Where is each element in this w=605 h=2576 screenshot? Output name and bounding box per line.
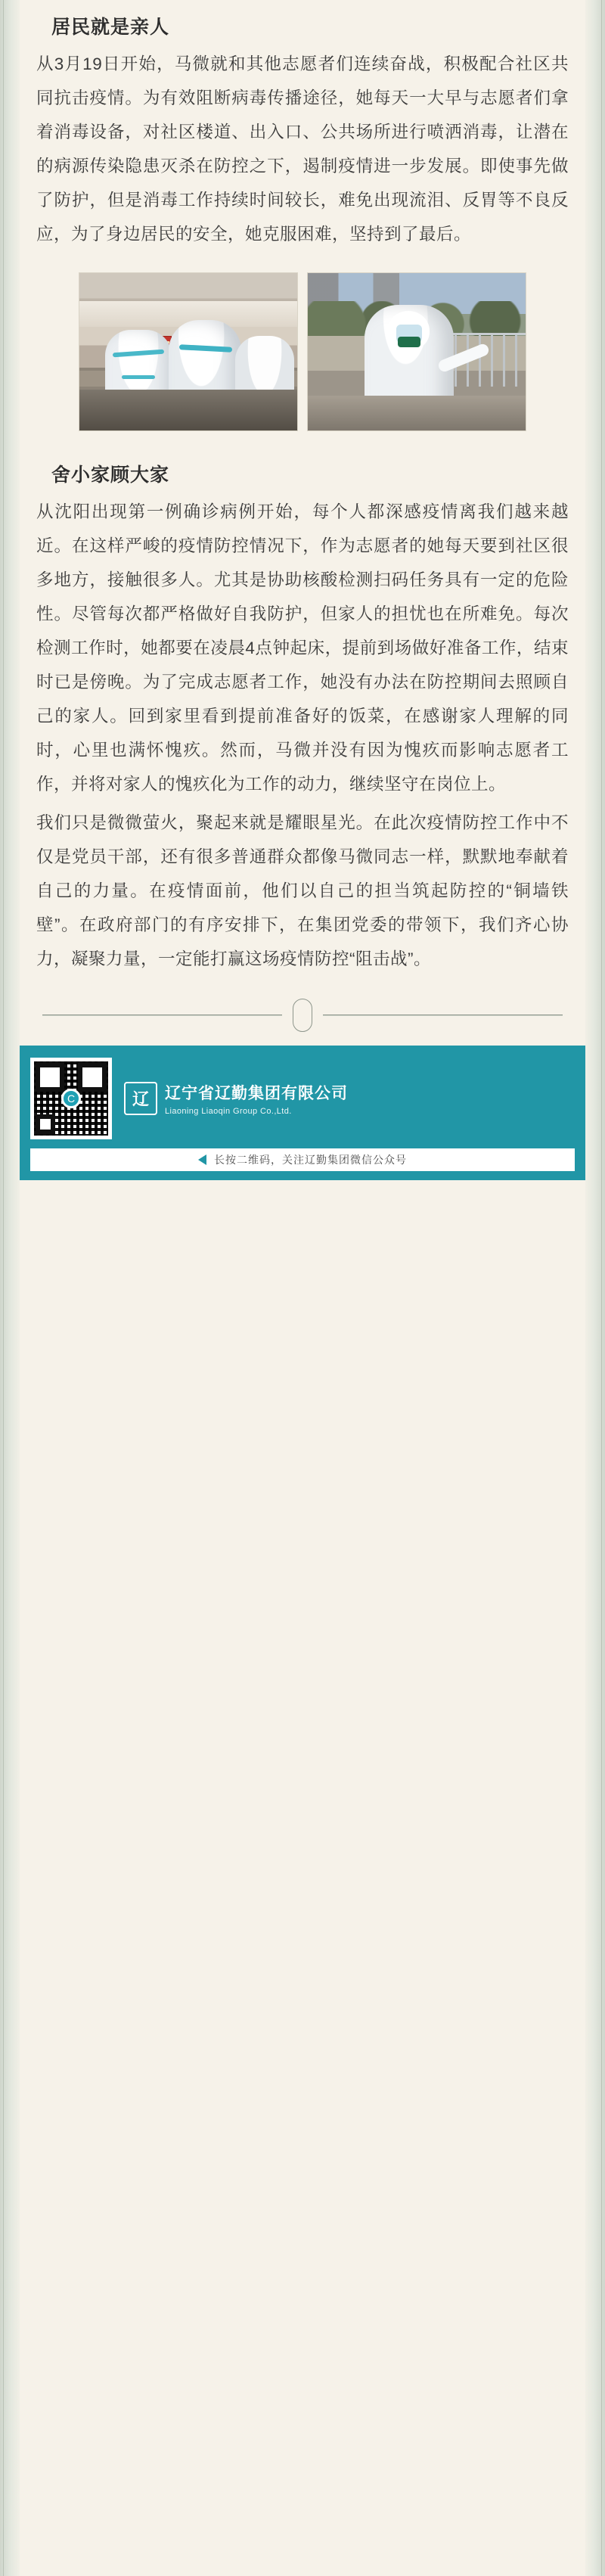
section-heading: 舍小家顾大家 (51, 465, 170, 486)
photo2-ground (308, 396, 526, 430)
qr-code[interactable] (30, 1058, 112, 1139)
qr-eye-bottom-left (36, 1114, 55, 1134)
decorative-left-band (0, 0, 20, 2576)
divider-rule-left (42, 1015, 282, 1016)
section-paragraph: 从沈阳出现第一例确诊病例开始，每个人都深感疫情离我们越来越近。在这样严峻的疫情防控情况下，作为志愿者的她每天要到社区很多地方，接触很多人。尤其是协助核酸检测扫码任务具有一定的危险性。尽管每次都严格做好自我防护，但家人的担忧也在所难免。每次检测工作时，她都要在凌晨4点钟起床，提前到场做好准备工作，结束时已是傍晚。为了完成志愿者工作，她没有办法在防控期间去照顾自己的家人。回到家里看到提前准备好的饭菜，在感谢家人理解的同时，心里也满怀愧疚。然而，马微并没有因为愧疚而影响志愿者工作，并将对家人的愧疚化为工作的动力，继续坚守在岗位上。 (36, 502, 569, 794)
company-name-cn: 辽宁省辽勤集团有限公司 (165, 1085, 348, 1102)
divider-ornament (293, 999, 312, 1032)
qr-code-pattern (34, 1061, 108, 1136)
photo-row (36, 272, 569, 431)
company-logo-text: 辽 (132, 1089, 150, 1109)
decorative-right-band (585, 0, 605, 2576)
footer-top (30, 1058, 575, 1139)
play-triangle-icon (198, 1154, 206, 1165)
footer-cta-text: 长按二维码，关注辽勤集团微信公众号 (214, 1154, 407, 1166)
company-name-en: Liaoning Liaoqin Group Co.,Ltd. (165, 1107, 292, 1116)
footer-cta[interactable] (30, 1148, 575, 1171)
photo-volunteer-outdoor (307, 272, 526, 431)
section-residents (36, 0, 569, 251)
photo-volunteers-indoor (79, 272, 298, 431)
footer-banner (20, 1046, 585, 1180)
photo1-floor (79, 390, 297, 430)
qr-center-logo: C (61, 1089, 81, 1108)
left-band-line (3, 0, 4, 2576)
article-content (20, 0, 585, 1032)
section-paragraph: 从3月19日开始，马微就和其他志愿者们连续奋战，积极配合社区共同抗击疫情。为有效阻断病毒传播途径，她每天一大早与志愿者们拿着消毒设备，对社区楼道、出入口、公共场所进行喷洒消毒，让潜在的病源传染隐患灭杀在防控之下，遏制疫情进一步发展。即使事先做了防护，但是消毒工作持续时间较长，难免出现流泪、反胃等不良反应，为了身边居民的安全，她克服困难，坚持到了最后。 (36, 54, 569, 244)
section-divider (42, 999, 563, 1032)
section-paragraph: 我们只是微微萤火，聚起来就是耀眼星光。在此次疫情防控工作中不仅是党员干部，还有很多普通群众都像马微同志一样，默默地奉献着自己的力量。在疫情面前，他们以自己的担当筑起防控的“铜墙铁壁”。在政府部门的有序安排下，在集团党委的带领下，我们齐心协力，凝聚力量，一定能打赢这场疫情防控“阻击战”。 (36, 813, 569, 968)
brand-text (165, 1081, 348, 1116)
right-band-line (601, 0, 602, 2576)
section-heading: 居民就是亲人 (51, 17, 170, 38)
brand-block (124, 1081, 348, 1116)
photo2-mask (398, 337, 420, 347)
company-logo-icon (124, 1082, 157, 1115)
section-family (36, 448, 569, 976)
divider-rule-right (323, 1015, 563, 1016)
